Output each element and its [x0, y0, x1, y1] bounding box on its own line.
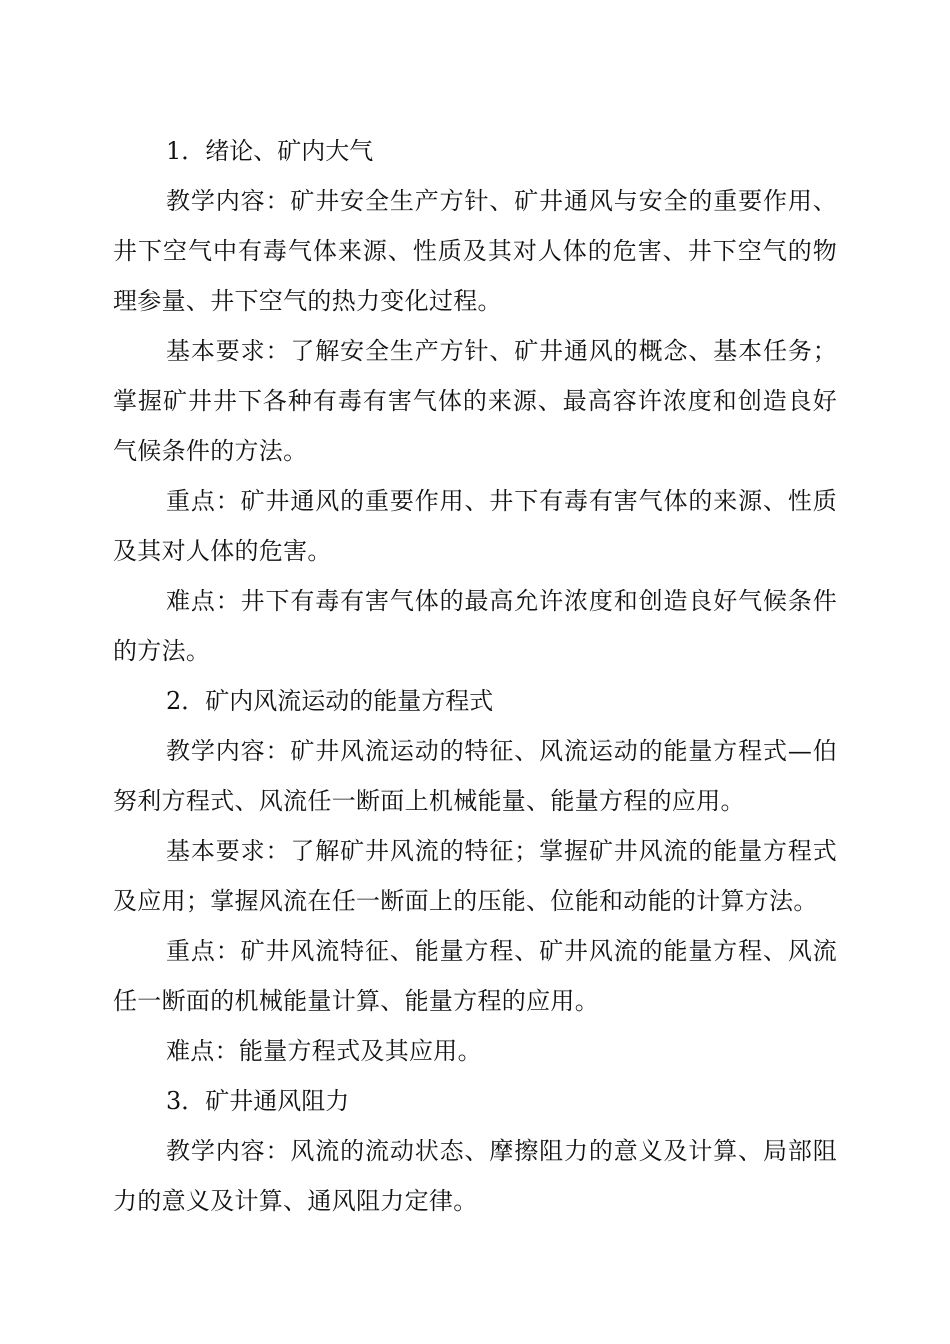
section-1-requirements: 基本要求：了解安全生产方针、矿井通风的概念、基本任务；掌握矿井井下各种有毒有害气体的来源、最高容许浓度和创造良好气候条件的方法。 — [113, 337, 837, 465]
section-2-requirements: 基本要求：了解矿井风流的特征；掌握矿井风流的能量方程式及应用；掌握风流在任一断面上的压能、位能和动能的计算方法。 — [113, 837, 837, 915]
section-3-heading: 3．矿井通风阻力 — [166, 1087, 350, 1115]
section-1-difficulties: 难点：井下有毒有害气体的最高允许浓度和创造良好气候条件的方法。 — [113, 587, 837, 665]
section-1-key-points: 重点：矿井通风的重要作用、井下有毒有害气体的来源、性质及其对人体的危害。 — [113, 487, 837, 565]
section-2-difficulties: 难点：能量方程式及其应用。 — [166, 1037, 482, 1065]
section-1-heading: 1．绪论、矿内大气 — [166, 137, 374, 165]
document-page — [113, 126, 837, 1226]
section-1-content: 教学内容：矿井安全生产方针、矿井通风与安全的重要作用、井下空气中有毒气体来源、性质及其对人体的危害、井下空气的物理参量、井下空气的热力变化过程。 — [113, 187, 837, 315]
section-2-key-points: 重点：矿井风流特征、能量方程、矿井风流的能量方程、风流任一断面的机械能量计算、能量方程的应用。 — [113, 937, 837, 1015]
section-3-content: 教学内容：风流的流动状态、摩擦阻力的意义及计算、局部阻力的意义及计算、通风阻力定律。 — [113, 1137, 837, 1215]
section-2-content: 教学内容：矿井风流运动的特征、风流运动的能量方程式—伯努利方程式、风流任一断面上机械能量、能量方程的应用。 — [113, 737, 837, 815]
section-2-heading: 2．矿内风流运动的能量方程式 — [166, 687, 494, 715]
